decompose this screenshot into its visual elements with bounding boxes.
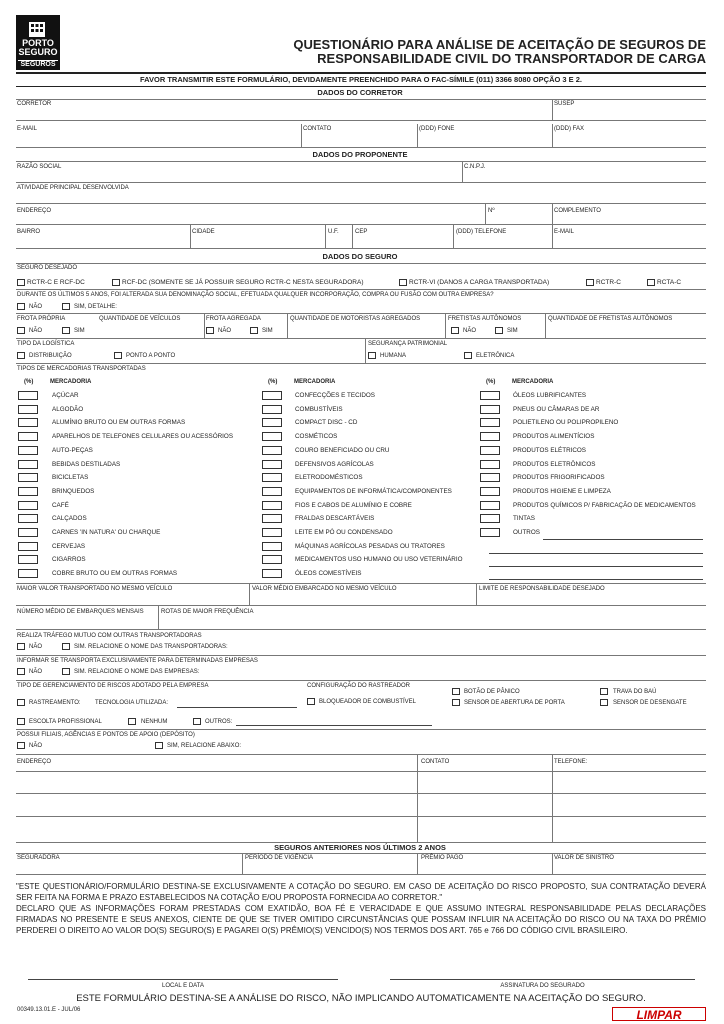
filial-endereco-header: ENDEREÇO <box>17 759 52 765</box>
assinatura-input[interactable] <box>390 979 695 980</box>
email-label: E-MAIL <box>17 126 38 132</box>
trava-bau-checkbox[interactable] <box>600 688 608 695</box>
fretistas-nao-checkbox[interactable] <box>451 327 459 334</box>
rcf-dc-label: RCF-DC (SOMENTE SE JÁ POSSUIR SEGURO RCTR-C NESTA SEGURADORA) <box>122 279 364 286</box>
trava-bau-label: TRAVA DO BAÚ <box>613 689 657 695</box>
filiais-nao-checkbox[interactable] <box>17 742 25 749</box>
exclusiva-question: INFORMAR SE TRANSPORTA EXCLUSIVAMENTE PARA DETERMINADAS EMPRESAS <box>17 658 258 664</box>
col1-pct-box[interactable] <box>18 487 38 496</box>
rcta-c-label: RCTA-C <box>657 279 682 286</box>
col1-pct-box[interactable] <box>18 432 38 441</box>
col3-pct-box[interactable] <box>480 391 500 400</box>
premio-label: PRÊMIO PAGO <box>421 855 464 861</box>
humana-label: HUMANA <box>380 353 407 359</box>
mercadoria-item: COURO BENEFICIADO OU CRU <box>295 446 390 454</box>
mercadoria-item: CONFECÇÕES E TECIDOS <box>295 392 376 399</box>
mercadoria-item: ELETRODOMÉSTICOS <box>295 474 363 482</box>
mercadoria-item: ÓLEOS LUBRIFICANTES <box>513 392 587 399</box>
col1-pct-box[interactable] <box>18 460 38 469</box>
tipo-logistica-label: TIPO DA LOGÍSTICA <box>17 341 75 347</box>
mercadoria-item: ALUMÍNIO BRUTO OU EM OUTRAS FORMAS <box>52 419 186 427</box>
rcf-dc-checkbox[interactable] <box>112 279 120 286</box>
mercadoria-item: CARNES 'IN NATURA' OU CHARQUE <box>52 529 161 536</box>
frota-propria-nao-label: NÃO <box>29 328 43 334</box>
col3-pct-box[interactable] <box>480 473 500 482</box>
alteracao-nao-checkbox[interactable] <box>17 303 25 310</box>
col2-pct-box[interactable] <box>262 432 282 441</box>
mercadoria-item: ALGODÃO <box>52 405 84 413</box>
botao-panico-checkbox[interactable] <box>452 688 460 695</box>
col2-pct-box[interactable] <box>262 542 282 551</box>
seguro-desejado-label: SEGURO DESEJADO <box>17 265 78 271</box>
rctr-c-label: RCTR-C <box>596 279 621 286</box>
col1-pct-box[interactable] <box>18 501 38 510</box>
mercadoria-item: FRALDAS DESCARTÁVEIS <box>295 515 375 523</box>
filiais-sim-label: SIM, RELACIONE ABAIXO: <box>167 743 242 749</box>
mercadoria-item: COBRE BRUTO OU EM OUTRAS FORMAS <box>52 570 178 578</box>
limpar-button[interactable]: LIMPAR <box>612 1007 706 1021</box>
mercadoria-item: APARELHOS DE TELEFONES CELULARES OU ACESSÓRIOS <box>52 433 234 441</box>
gerenciamento-question: TIPO DE GERENCIAMENTO DE RISCOS ADOTADO PELA EMPRESA <box>17 683 209 689</box>
logo-line3: SEGUROS <box>20 61 56 68</box>
seguradora-label: SEGURADORA <box>17 855 60 861</box>
col3-merc-header: MERCADORIA <box>512 379 554 385</box>
logo-line2: SEGURO <box>18 47 58 57</box>
col1-pct-box[interactable] <box>18 405 38 414</box>
col1-pct-box[interactable] <box>18 542 38 551</box>
mercadoria-item: CERVEJAS <box>52 542 86 550</box>
trafego-nao-checkbox[interactable] <box>17 643 25 650</box>
frota-propria-sim-checkbox[interactable] <box>62 327 70 334</box>
mercadoria-item: BRINQUEDOS <box>52 487 95 495</box>
col1-pct-header: (%) <box>24 379 34 385</box>
col1-merc-header: MERCADORIA <box>50 379 92 385</box>
contato-label: CONTATO <box>303 126 332 132</box>
numero-label: Nº <box>488 208 495 214</box>
col2-pct-box[interactable] <box>262 391 282 400</box>
sensor-desengate-checkbox[interactable] <box>600 699 608 706</box>
frota-agregada-sim-checkbox[interactable] <box>250 327 258 334</box>
col3-pct-box[interactable] <box>480 405 500 414</box>
extra-line-3[interactable] <box>489 579 703 580</box>
sensor-porta-checkbox[interactable] <box>452 699 460 706</box>
declaracao-paragraph-2: DECLARO QUE AS INFORMAÇÕES FORAM PRESTADAS COM EXATIDÃO, BOA FÉ E VERACIDADE E QUE ASSUMO INTEGRAL RESPONSABILIDADE PELAS DECLARAÇÕES FIRMADAS NO PRESENTE E SEUS ANEXOS, CIENTE DE QUE SE TIVER OMITIDO CIRCUNSTÂNCIAS QUE POSSAM INFLUIR NA ACEITAÇÃO DO RISCO OU NA TAXA DO PRÊMIO PERDEREI O DIREITO AO VALOR DO(S) SEGURO(S) E PAGAREI O(S) PRÊMIO(S) VENCIDO(S) NOS TERMOS DOS ART. 765 e 766 DO CÓDIGO CIVIL BRASILEIRO. <box>16 904 706 935</box>
corretor-label: CORRETOR <box>17 101 52 107</box>
exclusiva-sim-label: SIM. RELACIONE O NOME DAS EMPRESAS: <box>74 669 200 675</box>
fretistas-nao-label: NÃO <box>463 328 477 334</box>
periodo-label: PERÍODO DE VIGÊNCIA <box>245 855 314 861</box>
mercadoria-item: PRODUTOS QUÍMICOS P/ FABRICAÇÃO DE MEDICAMENTOS <box>513 501 696 509</box>
tecnologia-label: TECNOLOGIA UTILIZADA: <box>95 700 169 706</box>
col2-pct-box[interactable] <box>262 473 282 482</box>
col2-pct-box[interactable] <box>262 528 282 537</box>
rctr-vi-checkbox[interactable] <box>399 279 407 286</box>
mercadoria-item: EQUIPAMENTOS DE INFORMÁTICA/COMPONENTES <box>295 487 452 495</box>
fretistas-label: FRETISTAS AUTÔNOMOS <box>448 316 522 322</box>
frota-agregada-label: FROTA AGREGADA <box>206 316 261 322</box>
mercadoria-item: FIOS E CABOS DE ALUMÍNIO E COBRE <box>295 501 412 509</box>
alteracao-sim-label: SIM, DETALHE: <box>74 304 117 310</box>
rastreamento-checkbox[interactable] <box>17 699 25 706</box>
sensor-desengate-label: SENSOR DE DESENGATE <box>613 700 687 706</box>
outros-mercadoria-line[interactable] <box>543 539 703 540</box>
mercadoria-item: CALÇADOS <box>52 515 87 523</box>
ponto-a-ponto-label: PONTO A PONTO <box>126 353 176 359</box>
mercadoria-item: PRODUTOS HIGIENE E LIMPEZA <box>513 487 611 495</box>
col3-pct-box[interactable] <box>480 460 500 469</box>
col1-pct-box[interactable] <box>18 555 38 564</box>
col3-pct-box[interactable] <box>480 501 500 510</box>
mercadoria-item: BICICLETAS <box>52 474 89 482</box>
tipos-mercadorias-label: TIPOS DE MERCADORIAS TRANSPORTADAS <box>17 366 146 372</box>
local-data-input[interactable] <box>28 979 338 980</box>
exclusiva-nao-label: NÃO <box>29 669 43 675</box>
porto-seguro-logo <box>16 15 60 70</box>
mercadoria-item: COMPACT DISC - CD <box>295 419 358 427</box>
eletronica-label: ELETRÔNICA <box>476 353 515 359</box>
mercadoria-item: BEBIDAS DESTILADAS <box>52 460 121 468</box>
bairro-label: BAIRRO <box>17 229 41 235</box>
col2-pct-box[interactable] <box>262 487 282 496</box>
section-dados-proponente: DADOS DO PROPONENTE <box>312 150 408 159</box>
endereco-label: ENDEREÇO <box>17 208 52 214</box>
col1-pct-box[interactable] <box>18 418 38 427</box>
mercadoria-item: PRODUTOS ELETRÔNICOS <box>513 460 596 468</box>
col3-pct-box[interactable] <box>480 418 500 427</box>
extra-line-1[interactable] <box>489 553 703 554</box>
col2-pct-box[interactable] <box>262 514 282 523</box>
mercadoria-item: TINTAS <box>513 515 535 523</box>
mercadoria-item: MÁQUINAS AGRÍCOLAS PESADAS OU TRATORES <box>295 542 445 550</box>
bloqueador-label: BLOQUEADOR DE COMBUSTÍVEL <box>319 699 417 705</box>
outros-gerenc-label: OUTROS: <box>205 719 233 725</box>
trafego-sim-checkbox[interactable] <box>62 643 70 650</box>
cep-label: CEP <box>355 229 368 235</box>
col2-pct-box[interactable] <box>262 555 282 564</box>
building-icon <box>27 19 47 37</box>
nenhum-label: NENHUM <box>141 719 168 725</box>
razao-social-label: RAZÃO SOCIAL <box>17 164 62 170</box>
assinatura-label: ASSINATURA DO SEGURADO <box>500 983 585 989</box>
seg-patrimonial-label: SEGURANÇA PATRIMONIAL <box>368 341 448 347</box>
rcta-c-checkbox[interactable] <box>647 279 655 286</box>
valor-medio-label: VALOR MÉDIO EMBARCADO NO MESMO VEÍCULO <box>252 586 397 592</box>
complemento-label: COMPLEMENTO <box>554 208 601 214</box>
col2-pct-header: (%) <box>268 379 278 385</box>
cidade-label: CIDADE <box>192 229 215 235</box>
form-code: 00349.13.01.E - JUL/06 <box>17 1007 81 1013</box>
mercadoria-item: OUTROS <box>513 529 540 536</box>
mercadoria-item: DEFENSIVOS AGRÍCOLAS <box>295 460 374 468</box>
fretistas-sim-checkbox[interactable] <box>495 327 503 334</box>
col2-pct-box[interactable] <box>262 405 282 414</box>
col1-pct-box[interactable] <box>18 473 38 482</box>
maior-valor-label: MAIOR VALOR TRANSPORTADO NO MESMO VEÍCULO <box>17 586 173 592</box>
fax-instructions: FAVOR TRANSMITIR ESTE FORMULÁRIO, DEVIDAMENTE PREENCHIDO PARA O FAC-SÍMILE (011) 3366 8080 OPÇÃO 3 E 2. <box>139 75 583 84</box>
mercadoria-item: COSMÉTICOS <box>295 433 338 441</box>
declaracao-paragraph-1: "ESTE QUESTIONÁRIO/FORMULÁRIO DESTINA-SE EXCLUSIVAMENTE A COTAÇÃO DO SEGURO. EM CASO DE ACEITAÇÃO DO RISCO PROPOSTO, SUA CONTRATAÇÃO DEVERÁ SER FEITA NA FORMA E PRAZO ESTABELECIDOS NA COTAÇÃO E/OU PROPOSTA FORNECIDA AO CORRETOR." <box>16 882 706 902</box>
filiais-sim-checkbox[interactable] <box>155 742 163 749</box>
local-data-label: LOCAL E DATA <box>162 983 204 989</box>
trafego-nao-label: NÃO <box>29 644 43 650</box>
sinistro-label: VALOR DE SINISTRO <box>554 855 614 861</box>
section-dados-seguro: DADOS DO SEGURO <box>322 252 398 261</box>
col3-pct-box[interactable] <box>480 446 500 455</box>
extra-line-2[interactable] <box>489 566 703 567</box>
rctr-vi-label: RCTR-VI (DANOS A CARGA TRANSPORTADA) <box>409 279 550 286</box>
mercadoria-item: PNEUS OU CÂMARAS DE AR <box>513 405 600 413</box>
alteracao-question: DURANTE OS ÚLTIMOS 5 ANOS, FOI ALTERADA SUA DENOMINAÇÃO SOCIAL, EFETUADA QUALQUER INCORPORAÇÃO, COMPRA OU FUSÃO COM OUTRA EMPRESA? <box>17 292 494 298</box>
tecnologia-input[interactable] <box>177 707 297 708</box>
frota-agregada-nao-checkbox[interactable] <box>206 327 214 334</box>
rctr-c-rcf-dc-checkbox[interactable] <box>17 279 25 286</box>
bloqueador-checkbox[interactable] <box>307 698 315 705</box>
col2-pct-box[interactable] <box>262 418 282 427</box>
mercadoria-item: MEDICAMENTOS USO HUMANO OU USO VETERINÁRIO <box>295 556 463 564</box>
outros-gerenc-checkbox[interactable] <box>193 718 201 725</box>
col1-pct-box[interactable] <box>18 569 38 578</box>
filial-telefone-header: TELEFONE: <box>554 759 588 765</box>
rctr-c-checkbox[interactable] <box>586 279 594 286</box>
frota-agregada-nao-label: NÃO <box>218 328 232 334</box>
qtd-fretistas-label: QUANTIDADE DE FRETISTAS AUTÔNOMOS <box>548 316 673 322</box>
limite-label: LIMITE DE RESPONSABILIDADE DESEJADO <box>479 586 605 592</box>
mercadoria-item: COMBUSTÍVEIS <box>295 405 343 413</box>
filial-contato-header: CONTATO <box>421 759 450 765</box>
exclusiva-nao-checkbox[interactable] <box>17 668 25 675</box>
config-rastreador-label: CONFIGURAÇÃO DO RASTREADOR <box>307 683 411 689</box>
outros-gerenc-input[interactable] <box>236 725 432 726</box>
exclusiva-sim-checkbox[interactable] <box>62 668 70 675</box>
email-prop-label: E-MAIL <box>554 229 575 235</box>
mercadoria-item: POLIETILENO OU POLIPROPILENO <box>513 419 619 427</box>
col1-pct-box[interactable] <box>18 514 38 523</box>
humana-checkbox[interactable] <box>368 352 376 359</box>
mercadoria-item: PRODUTOS ALIMENTÍCIOS <box>513 433 595 441</box>
rotas-label: ROTAS DE MAIOR FREQUÊNCIA <box>161 609 254 615</box>
ponto-a-ponto-checkbox[interactable] <box>114 352 122 359</box>
filiais-question: POSSUI FILIAIS, AGÊNCIAS E PONTOS DE APOIO (DEPÓSITO) <box>17 732 195 738</box>
distribuicao-label: DISTRIBUIÇÃO <box>29 353 72 359</box>
qtd-veiculos-label: QUANTIDADE DE VEÍCULOS <box>99 316 181 322</box>
qtd-motoristas-label: QUANTIDADE DE MOTORISTAS AGREGADOS <box>290 316 421 322</box>
alteracao-nao-label: NÃO <box>29 304 43 310</box>
mercadoria-item: CIGARROS <box>52 556 86 564</box>
mercadoria-item: ÓLEOS COMESTÍVEIS <box>295 570 362 578</box>
fretistas-sim-label: SIM <box>507 328 518 334</box>
logo-line1: PORTO <box>22 38 54 48</box>
frota-propria-sim-label: SIM <box>74 328 85 334</box>
col2-merc-header: MERCADORIA <box>294 379 336 385</box>
uf-label: U.F. <box>328 229 339 235</box>
num-embarques-label: NÚMERO MÉDIO DE EMBARQUES MENSAIS <box>17 609 144 615</box>
form-title-line1: QUESTIONÁRIO PARA ANÁLISE DE ACEITAÇÃO DE SEGUROS DE <box>293 37 706 52</box>
mercadoria-item: CAFÉ <box>52 501 69 509</box>
col1-pct-box[interactable] <box>18 528 38 537</box>
col3-pct-box[interactable] <box>480 432 500 441</box>
section-dados-corretor: DADOS DO CORRETOR <box>317 88 403 97</box>
col2-pct-box[interactable] <box>262 501 282 510</box>
mercadoria-item: LEITE EM PÓ OU CONDENSADO <box>295 529 393 536</box>
rctr-c-rcf-dc-label: RCTR-C E RCF-DC <box>27 279 85 286</box>
trafego-sim-label: SIM. RELACIONE O NOME DAS TRANSPORTADORAS: <box>74 644 228 650</box>
fax-label: (DDD) FAX <box>554 126 584 132</box>
escolta-label: ESCOLTA PROFISSIONAL <box>29 719 102 725</box>
botao-panico-label: BOTÃO DE PÂNICO <box>464 689 520 695</box>
fone-label: (DDD) FONE <box>419 126 455 132</box>
sensor-porta-label: SENSOR DE ABERTURA DE PORTA <box>464 700 565 706</box>
mercadoria-item: PRODUTOS ELÉTRICOS <box>513 446 587 454</box>
susep-label: SUSEP <box>554 101 575 107</box>
frota-propria-label: FROTA PRÓPRIA <box>17 316 66 322</box>
frota-propria-nao-checkbox[interactable] <box>17 327 25 334</box>
col2-pct-box[interactable] <box>262 446 282 455</box>
col1-pct-box[interactable] <box>18 446 38 455</box>
col1-pct-box[interactable] <box>18 391 38 400</box>
section-seguros-anteriores: SEGUROS ANTERIORES NOS ÚLTIMOS 2 ANOS <box>274 843 446 852</box>
frota-agregada-sim-label: SIM <box>262 328 273 334</box>
escolta-checkbox[interactable] <box>17 718 25 725</box>
nenhum-checkbox[interactable] <box>128 718 136 725</box>
col3-pct-box[interactable] <box>480 514 500 523</box>
col3-pct-header: (%) <box>486 379 496 385</box>
atividade-label: ATIVIDADE PRINCIPAL DESENVOLVIDA <box>17 185 129 191</box>
col2-pct-box[interactable] <box>262 460 282 469</box>
col3-pct-box[interactable] <box>480 528 500 537</box>
col3-pct-box[interactable] <box>480 487 500 496</box>
mercadoria-item: AÇÚCAR <box>52 392 79 399</box>
trafego-question: REALIZA TRÁFEGO MUTUO COM OUTRAS TRANSPORTADORAS <box>17 633 202 639</box>
mercadoria-item: AUTO-PEÇAS <box>52 446 93 454</box>
eletronica-checkbox[interactable] <box>464 352 472 359</box>
rastreamento-label: RASTREAMENTO: <box>29 700 81 706</box>
col2-pct-box[interactable] <box>262 569 282 578</box>
distribuicao-checkbox[interactable] <box>17 352 25 359</box>
alteracao-sim-checkbox[interactable] <box>62 303 70 310</box>
cnpj-label: C.N.P.J. <box>464 164 486 170</box>
form-title-line2: RESPONSABILIDADE CIVIL DO TRANSPORTADOR DE CARGA <box>317 51 706 66</box>
telefone-label: (DDD) TELEFONE <box>456 229 507 235</box>
mercadoria-item: PRODUTOS FRIGORIFICADOS <box>513 474 605 482</box>
filiais-nao-label: NÃO <box>29 743 43 749</box>
footer-aviso: ESTE FORMULÁRIO DESTINA-SE A ANÁLISE DO RISCO, NÃO IMPLICANDO AUTOMATICAMENTE NA ACEITAÇÃO DO SEGURO. <box>76 993 646 1004</box>
